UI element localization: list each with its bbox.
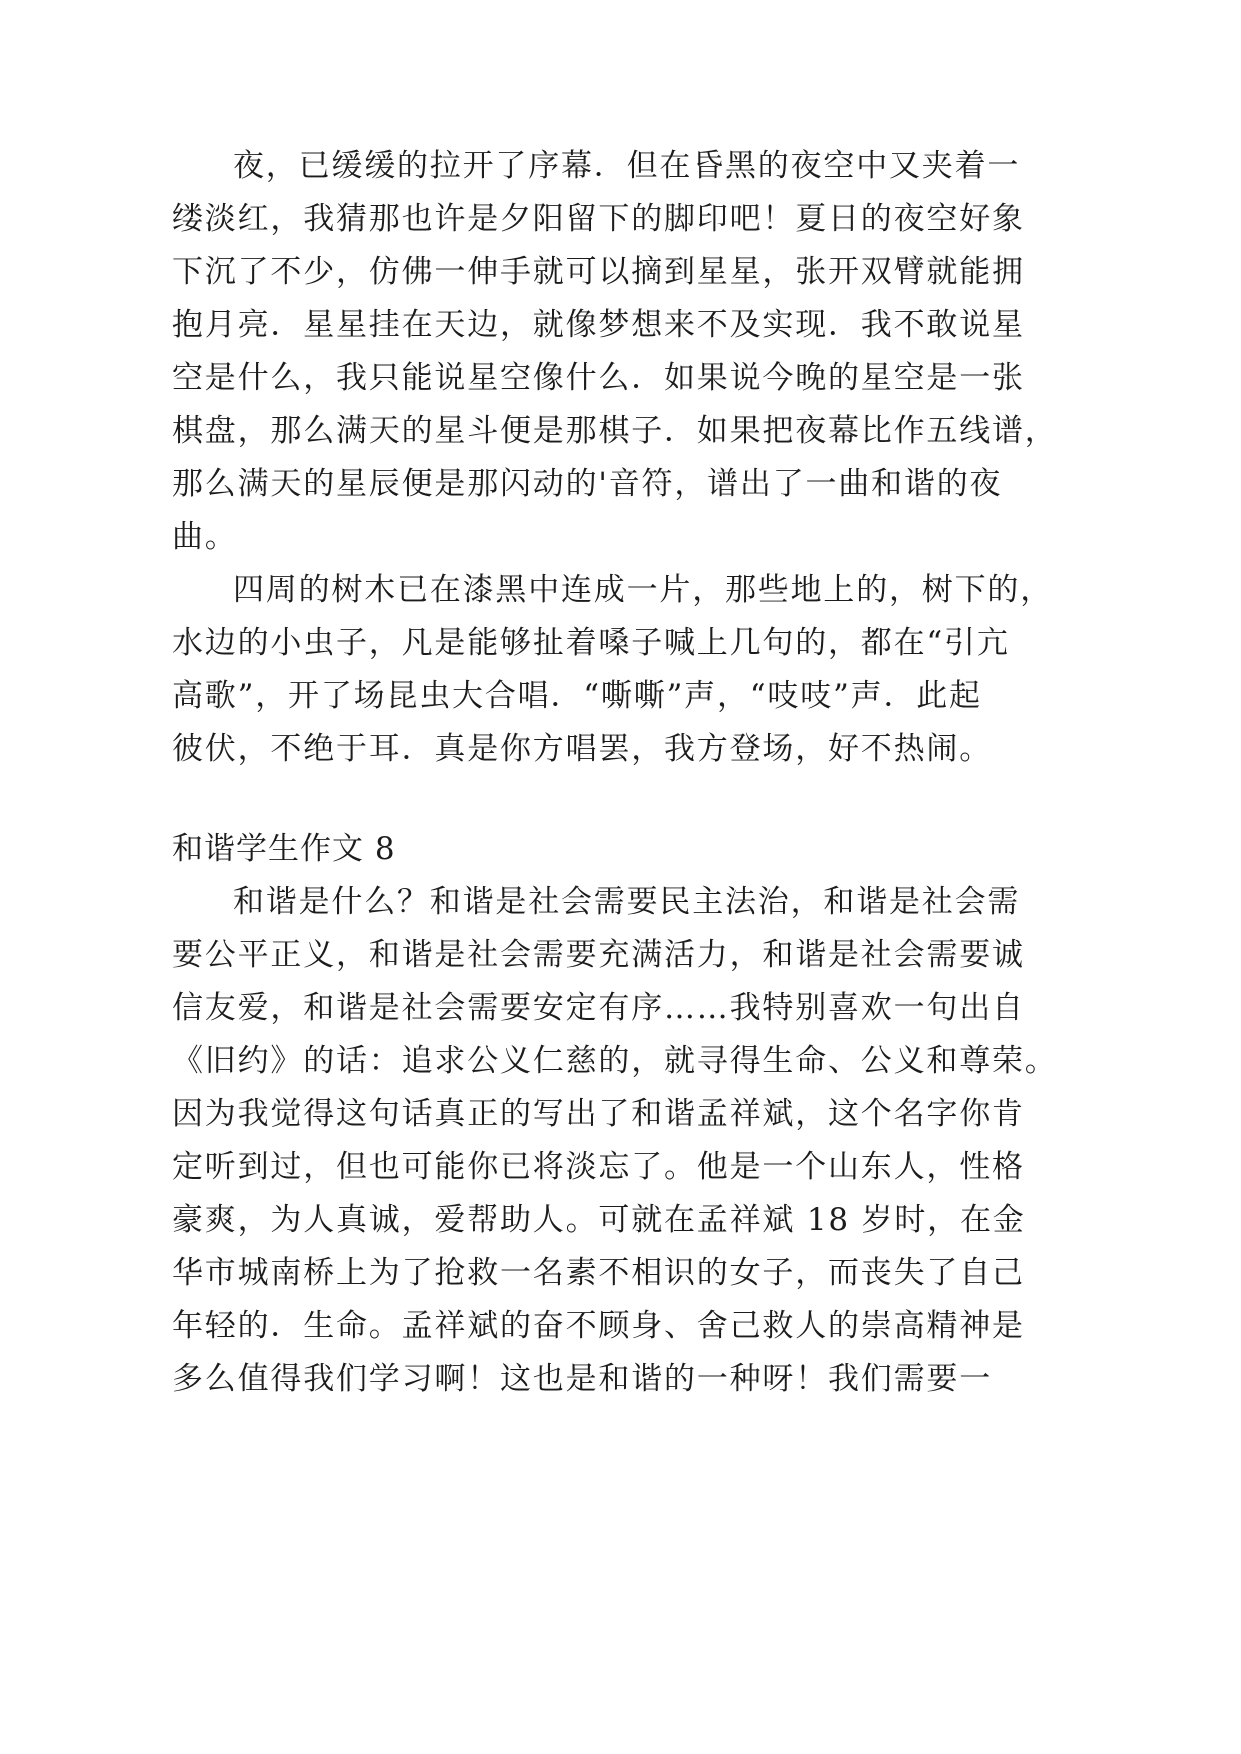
paragraph-1-line: 抱月亮．星星挂在天边，就像梦想来不及实现．我不敢说星 [172,307,1025,343]
paragraph-3-line: 因为我觉得这句话真正的写出了和谐孟祥斌，这个名字你肯 [172,1096,1025,1132]
paragraph-1-line: 夜，已缓缓的拉开了序幕．但在昏黑的夜空中又夹着一 [233,148,1021,184]
paragraph-3-line: 豪爽，为人真诚，爱帮助人。可就在孟祥斌 18 岁时，在金 [172,1202,1026,1238]
paragraph-1-line: 棋盘，那么满天的星斗便是那棋子．如果把夜幕比作五线谱， [172,413,1058,449]
paragraph-3-line: 《旧约》的话：追求公义仁慈的，就寻得生命、公义和尊荣。 [172,1043,1058,1079]
paragraph-1-line: 缕淡红，我猜那也许是夕阳留下的脚印吧！夏日的夜空好象 [172,201,1025,237]
paragraph-2-line: 四周的树木已在漆黑中连成一片，那些地上的，树下的， [233,572,1053,608]
paragraph-3-line: 定听到过，但也可能你已将淡忘了。他是一个山东人，性格 [172,1149,1025,1185]
section-heading: 和谐学生作文 8 [172,831,396,867]
paragraph-1-line: 下沉了不少，仿佛一伸手就可以摘到星星，张开双臂就能拥 [172,254,1025,290]
paragraph-3-line: 信友爱，和谐是社会需要安定有序……我特别喜欢一句出自 [172,990,1025,1026]
paragraph-1-line: 曲。 [172,519,238,555]
paragraph-3-line: 多么值得我们学习啊！这也是和谐的一种呀！我们需要一 [172,1361,992,1397]
paragraph-3-line: 和谐是什么？和谐是社会需要民主法治，和谐是社会需 [233,884,1021,920]
paragraph-3-line: 年轻的．生命。孟祥斌的奋不顾身、舍己救人的崇高精神是 [172,1308,1025,1344]
paragraph-1-line: 空是什么，我只能说星空像什么．如果说今晚的星空是一张 [172,360,1025,396]
paragraph-2-line: 水边的小虫子，凡是能够扯着嗓子喊上几句的，都在“引亢 [172,625,1010,661]
paragraph-1-line: 那么满天的星辰便是那闪动的'音符，谱出了一曲和谐的夜 [172,466,1003,502]
paragraph-3-line: 要公平正义，和谐是社会需要充满活力，和谐是社会需要诚 [172,937,1025,973]
paragraph-2-line: 彼伏，不绝于耳．真是你方唱罢，我方登场，好不热闹。 [172,731,992,767]
paragraph-2-line: 高歌”，开了场昆虫大合唱．“嘶嘶”声，“吱吱”声．此起 [172,678,982,714]
paragraph-3-line: 华市城南桥上为了抢救一名素不相识的女子，而丧失了自己 [172,1255,1025,1291]
